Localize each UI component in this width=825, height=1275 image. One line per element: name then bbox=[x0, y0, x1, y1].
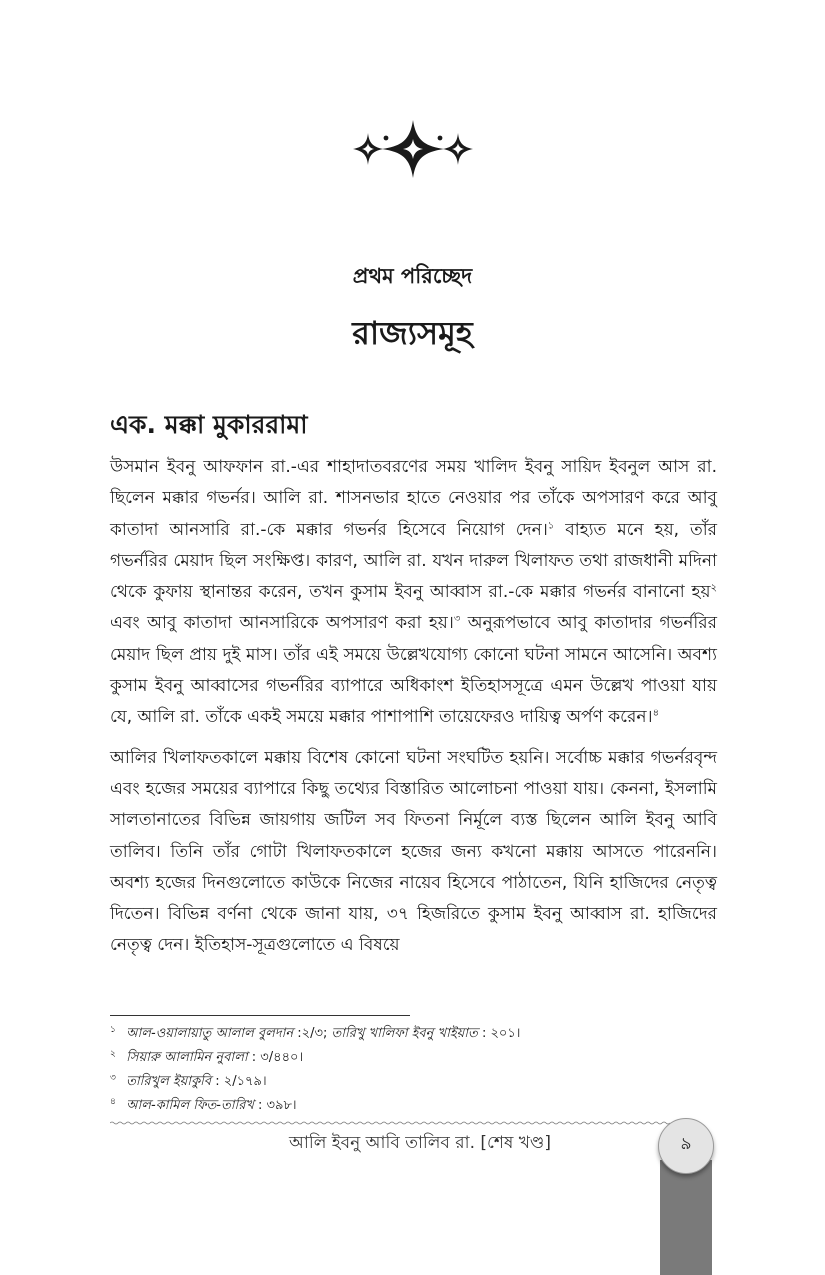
body-text bbox=[110, 452, 717, 962]
footnote-3: ৩ তারিখুল ইয়াকুবি : ২/১৭৯। bbox=[110, 1073, 267, 1089]
footnote-ref-1[interactable]: ১ bbox=[547, 519, 555, 531]
page-number: ৯ bbox=[658, 1118, 714, 1174]
paragraph-2: আলির খিলাফতকালে মক্কায় বিশেষ কোনো ঘটনা সংঘটিত হয়নি। সর্বোচ্চ মক্কার গভর্নরবৃন্দ এবং হজের সময়ের ব্যাপারে কিছু তথ্যের বিস্তারিত আলোচনা পাওয়া যায়। কেননা, ইসলামি সালতানাতের বিভিন্ন জায়গায় জটিল সব ফিতনা নির্মূলে ব্যস্ত ছিলেন আলি ইবনু আবি তালিব। তিনি তাঁর গোটা খিলাফতকালে হজের জন্য কখনো মক্কায় আসতে পারেননি। অবশ্য হজের দিনগুলোতে কাউকে নিজের নায়েব হিসেবে পাঠাতেন, যিনি হাজিদের নেতৃত্ব দিতেন। বিভিন্ন বর্ণনা থেকে জানা যায়, ৩৭ হিজরিতে কুসাম ইবনু আব্বাস রা. হাজিদের নেতৃত্ব দেন। ইতিহাস-সূত্রগুলোতে এ বিষয়ে bbox=[110, 747, 717, 956]
paragraph-1: উসমান ইবনু আফফান রা.-এর শাহাদাতবরণের সময় খালিদ ইবনু সায়িদ ইবনুল আস রা. ছিলেন মক্কার গভর্নর। আলি রা. শাসনভার হাতে নেওয়ার পর তাঁকে অপসারণ করে আবু কাতাদা আনসারি রা.-কে মক্কার গভর্নর হিসেবে নিয়োগ দেন।$^১$ বাহ্যত মনে হয়, তাঁর গভর্নরির মেয়াদ ছিল সংক্ষিপ্ত। কারণ, আলি রা. যখন দারুল খিলাফত তথা রাজধানী মদিনা থেকে কুফায় স্থানান্তর করেন, তখন কুসাম ইবনু আব্বাস রা.-কে মক্কার গভর্নর বানানো হয়$^২$ এবং আবু কাতাদা আনসারিকে অপসারণ করা হয়।$^৩$ অনুরূপভাবে আবু কাতাদার গভর্নরির মেয়াদ ছিল প্রায় দুই মাস। তাঁর এই সময়ে উল্লেখযোগ্য কোনো ঘটনা সামনে আসেনি। অবশ্য কুসাম ইবনু আব্বাসের গভর্নরির ব্যাপারে অধিকাংশ ইতিহাসসূত্রে এমন উল্লেখ পাওয়া যায় যে, আলি রা. তাঁকে একই সময়ে মক্কার পাশাপাশি তায়েফেরও দায়িত্ব অর্পণ করেন।$^৪$ bbox=[110, 457, 717, 728]
ornament-icon bbox=[350, 118, 476, 180]
chapter-title: রাজ্যসমূহ bbox=[352, 314, 473, 352]
page-edge-tab bbox=[660, 1160, 712, 1275]
footnote-ref-3[interactable]: ৩ bbox=[453, 613, 461, 625]
footer-wavy-divider bbox=[110, 1121, 670, 1125]
footnote-4: ৪ আল-কামিল ফিত-তারিখ : ৩৯৮। bbox=[110, 1097, 297, 1113]
footnote-ref-2[interactable]: ২ bbox=[710, 582, 717, 594]
footnote-ref-4[interactable]: ৪ bbox=[652, 707, 660, 719]
running-footer-title: আলি ইবনু আবি তালিব রা. [শেষ খণ্ড] bbox=[289, 1133, 551, 1153]
footnotes bbox=[110, 1022, 717, 1118]
chapter-label: প্রথম পরিচ্ছেদ bbox=[352, 264, 473, 288]
footnote-2: ২ সিয়ারু আলামিন নুবালা : ৩/৪৪০। bbox=[110, 1049, 304, 1065]
footnote-1: ১ আল-ওয়ালায়াতু আলাল বুলদান :২/৩; তারিখু খালিফা ইবনু খাইয়াত : ২০১। bbox=[110, 1025, 521, 1041]
section-heading: এক. মক্কা মুকাররামা bbox=[110, 410, 308, 439]
footnote-divider bbox=[110, 1015, 410, 1016]
